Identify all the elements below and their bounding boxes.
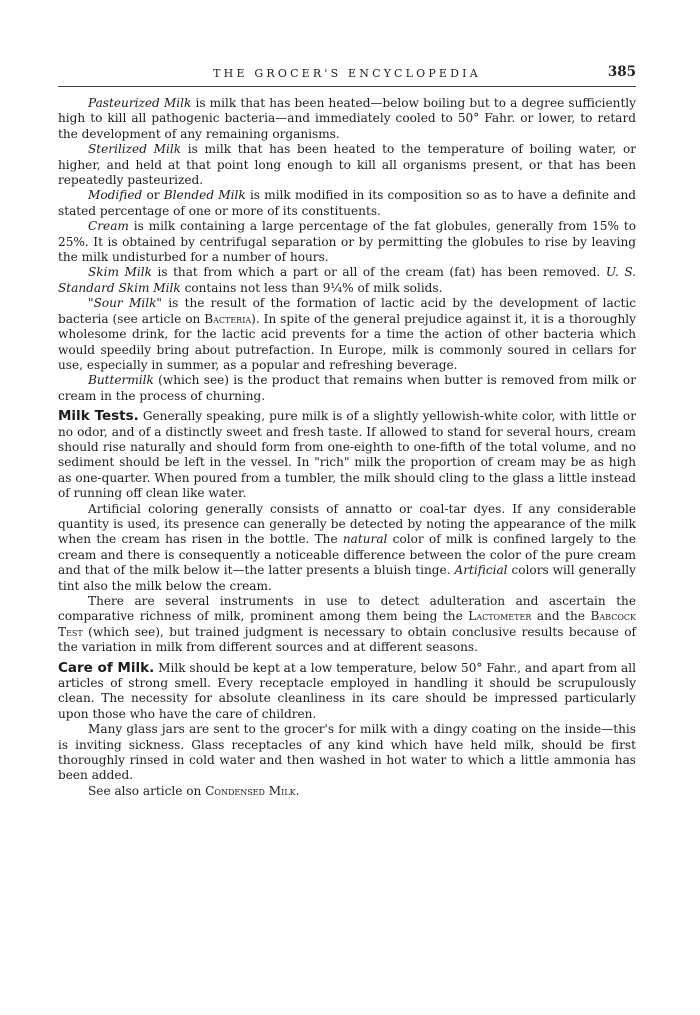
section-heading-care-of-milk: Care of Milk. [58,659,155,676]
paragraph-instruments: There are several instruments in use to detect adulteration and ascertain the comparative richness of milk, prominent among them being the Lactometer and the Babcock Test (which see), but trained judgment is necessary to obtain conclusive results because of the variation in milk from different sources and at different seasons. [58,594,636,655]
term-us-standard-skim-milk: U. S. Standard Skim Milk [58,265,637,295]
cross-ref-lactometer: Lactometer [468,609,532,624]
section-heading-milk-tests: Milk Tests. [58,408,139,425]
paragraph-cream: Cream is milk containing a large percentage of the fat globules, generally from 15% to 25%. It is obtained by centrifugal separation or by permitting the globules to rise by leaving the milk undisturbed for a number of hours. [58,219,636,265]
cross-ref-condensed-milk: Condensed Milk. [205,783,300,798]
cross-ref-babcock-test: Babcock Test [58,609,636,639]
term-natural: natural [342,532,388,547]
term-skim-milk: Skim Milk [88,265,152,280]
cross-ref-bacteria: Bacteria [204,311,252,326]
running-title: THE GROCER'S ENCYCLOPEDIA [213,67,481,80]
paragraph-sterilized-milk: Sterilized Milk is milk that has been heated to the temperature of boiling water, or higher, and held at that point long enough to kill all organisms present, or that has been repeatedly pasteurized. [58,142,637,188]
page-number: 385 [607,64,636,80]
paragraph-buttermilk: Buttermilk (which see) is the product that remains when butter is removed from milk or cream in the process of churning. [58,373,636,403]
paragraph-milk-tests: Milk Tests. Generally speaking, pure milk is of a slightly yellowish-white color, with little or no odor, and of a distinctly sweet and fresh taste. If allowed to stand for several hours, cream should rise naturally and should form from one-eighth to one-fifth of the total volume, and no sediment should be left in the vessel. In "rich" milk the proportion of cream may be as high as one-quarter. When poured from a tumbler, the milk should cling to the glass a little instead of running off clean like water. [58,408,636,501]
paragraph-sour-milk: "Sour Milk" is the result of the formation of lactic acid by the development of lactic bacteria (see article on Bacteria). In spite of the general prejudice against it, it is a thoroughly wholesome drink, for the lactic acid prevents for a time the action of other bacteria which would speedily bring about putrefaction. In Europe, milk is commonly soured in cellars for use, especially in summer, as a popular and refreshing beverage. [58,296,636,372]
paragraph-pasteurized-milk: Pasteurized Milk is milk that has been heated—below boiling but to a degree sufficiently high to kill all pathogenic bacteria—and immediately cooled to 50° Fahr. or lower, to retard the development of any remaining organisms. [58,96,636,141]
paragraph-modified-milk: Modified or Blended Milk is milk modified in its composition so as to have a definite and stated percentage of one or more of its constituents. [58,188,636,218]
body-text [58,96,636,799]
term-sterilized-milk: Sterilized Milk [88,142,182,157]
paragraph-see-also: See also article on Condensed Milk. [88,783,300,798]
paragraph-care-of-milk: Care of Milk. Milk should be kept at a low temperature, below 50° Fahr., and apart from all articles of strong smell. Every receptacle employed in handling it should be scrupulously clean. The necessity for absolute cleanliness in its care should be impressed particularly upon those who have the care of children. [58,659,636,721]
term-artificial: Artificial [454,563,508,578]
term-blended-milk: Blended Milk [163,188,246,203]
book-page [58,64,636,799]
term-sour-milk: "Sour Milk" [88,296,162,311]
paragraph-glass-jars: Many glass jars are sent to the grocer's for milk with a dingy coating on the inside—this is inviting sickness. Glass receptacles of any kind which have held milk, should be first thoroughly rinsed in cold water and then washed in hot water to which a little ammonia has been added. [58,722,636,783]
paragraph-skim-milk: Skim Milk is that from which a part or all of the cream (fat) has been removed. U. S. Standard Skim Milk contains not less than 9¼% of milk solids. [58,265,637,295]
term-cream: Cream [88,219,129,234]
term-buttermilk: Buttermilk [88,373,154,388]
term-modified: Modified [88,188,143,203]
paragraph-artificial-coloring: Artificial coloring generally consists of annatto or coal-tar dyes. If any considerable quantity is used, its presence can generally be detected by noting the appearance of the milk when the cream has risen in the bottle. The natural color of milk is confined largely to the cream and there is consequently a noticeable difference between the color of the pure cream and that of the milk below it—the latter presents a bluish tinge. Artificial colors will generally tint also the milk below the cream. [58,501,636,593]
term-pasteurized-milk: Pasteurized Milk [88,96,192,110]
running-head [58,64,636,87]
